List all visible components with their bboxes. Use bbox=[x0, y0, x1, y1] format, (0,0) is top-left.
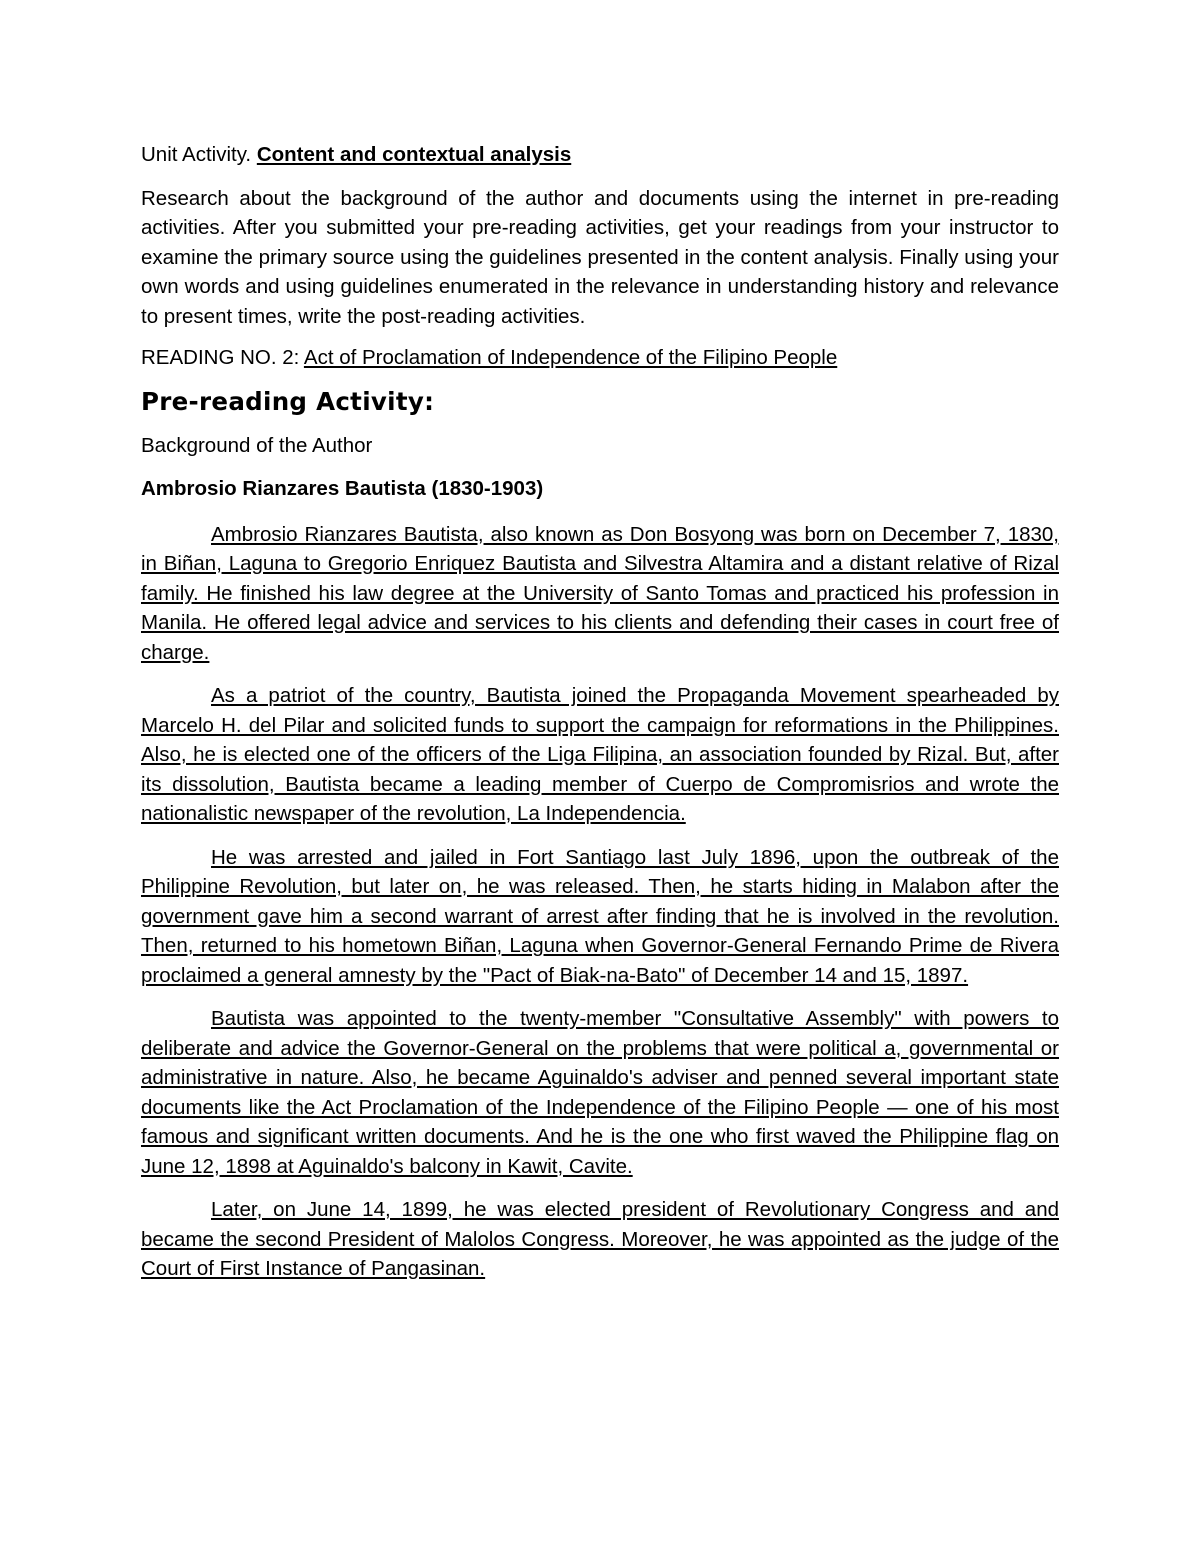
document-page bbox=[141, 140, 1059, 1298]
reading-label: READING NO. 2: bbox=[141, 346, 304, 369]
bio-paragraph-1: Ambrosio Rianzares Bautista, also known as Don Bosyong was born on December 7, 1830, in Biñan, Laguna to Gregorio Enriquez Bautista and Silvestra Altamira and a distant relative of Rizal family. He finished his law degree at the University of Santo Tomas and practiced his profession in Manila. He offered legal advice and services to his clients and defending their cases in court free of charge. bbox=[141, 522, 1059, 664]
author-heading: Ambrosio Rianzares Bautista (1830-1903) bbox=[141, 477, 544, 500]
bio-paragraph-5: Later, on June 14, 1899, he was elected president of Revolutionary Congress and and became the second President of Malolos Congress. Moreover, he was appointed as the judge of the Court of First Instance of Pangasinan. bbox=[141, 1198, 1059, 1280]
reading-line bbox=[141, 343, 1059, 373]
bio-paragraph-4: Bautista was appointed to the twenty-member "Consultative Assembly" with powers to deliberate and advice the Governor-General on the problems that were political a, governmental or administrative in nature. Also, he became Aguinaldo's adviser and penned several important state documents like the Act Proclamation of the Independence of the Filipino People — one of his most famous and significant written documents. And he is the one who first waved the Philippine flag on June 12, 1898 at Aguinaldo's balcony in Kawit, Cavite. bbox=[141, 1007, 1059, 1178]
unit-activity-prefix: Unit Activity. bbox=[141, 143, 257, 166]
reading-title: Act of Proclamation of Independence of the Filipino People bbox=[303, 346, 838, 369]
background-label: Background of the Author bbox=[141, 433, 373, 457]
unit-activity-title: Content and contextual analysis bbox=[256, 143, 572, 166]
bio-paragraph-3: He was arrested and jailed in Fort Santiago last July 1896, upon the outbreak of the Philippine Revolution, but later on, he was released. Then, he starts hiding in Malabon after the government gave him a second warrant of arrest after finding that he is involved in the revolution. Then, returned to his hometown Biñan, Laguna when Governor-General Fernando Prime de Rivera proclaimed a general amnesty by the "Pact of Biak-na-Bato" of December 14 and 15, 1897. bbox=[141, 845, 1059, 987]
unit-activity-line bbox=[141, 140, 1059, 170]
prereading-heading: Pre-reading Activity: bbox=[141, 386, 435, 416]
bio-paragraph-2: As a patriot of the country, Bautista joined the Propaganda Movement spearheaded by Marcelo H. del Pilar and solicited funds to support the campaign for reformations in the Philippines. Also, he is elected one of the officers of the Liga Filipina, an association founded by Rizal. But, after its dissolution, Bautista became a leading member of Cuerpo de Compromisrios and wrote the nationalistic newspaper of the revolution, La Independencia. bbox=[141, 684, 1059, 825]
intro-paragraph: Research about the background of the author and documents using the internet in pre-reading activities. After you submitted your pre-reading activities, get your readings from your instructor to examine the primary source using the guidelines presented in the content analysis. Finally using your own words and using guidelines enumerated in the relevance in understanding history and relevance to present times, write the post-reading activities. bbox=[141, 186, 1059, 328]
